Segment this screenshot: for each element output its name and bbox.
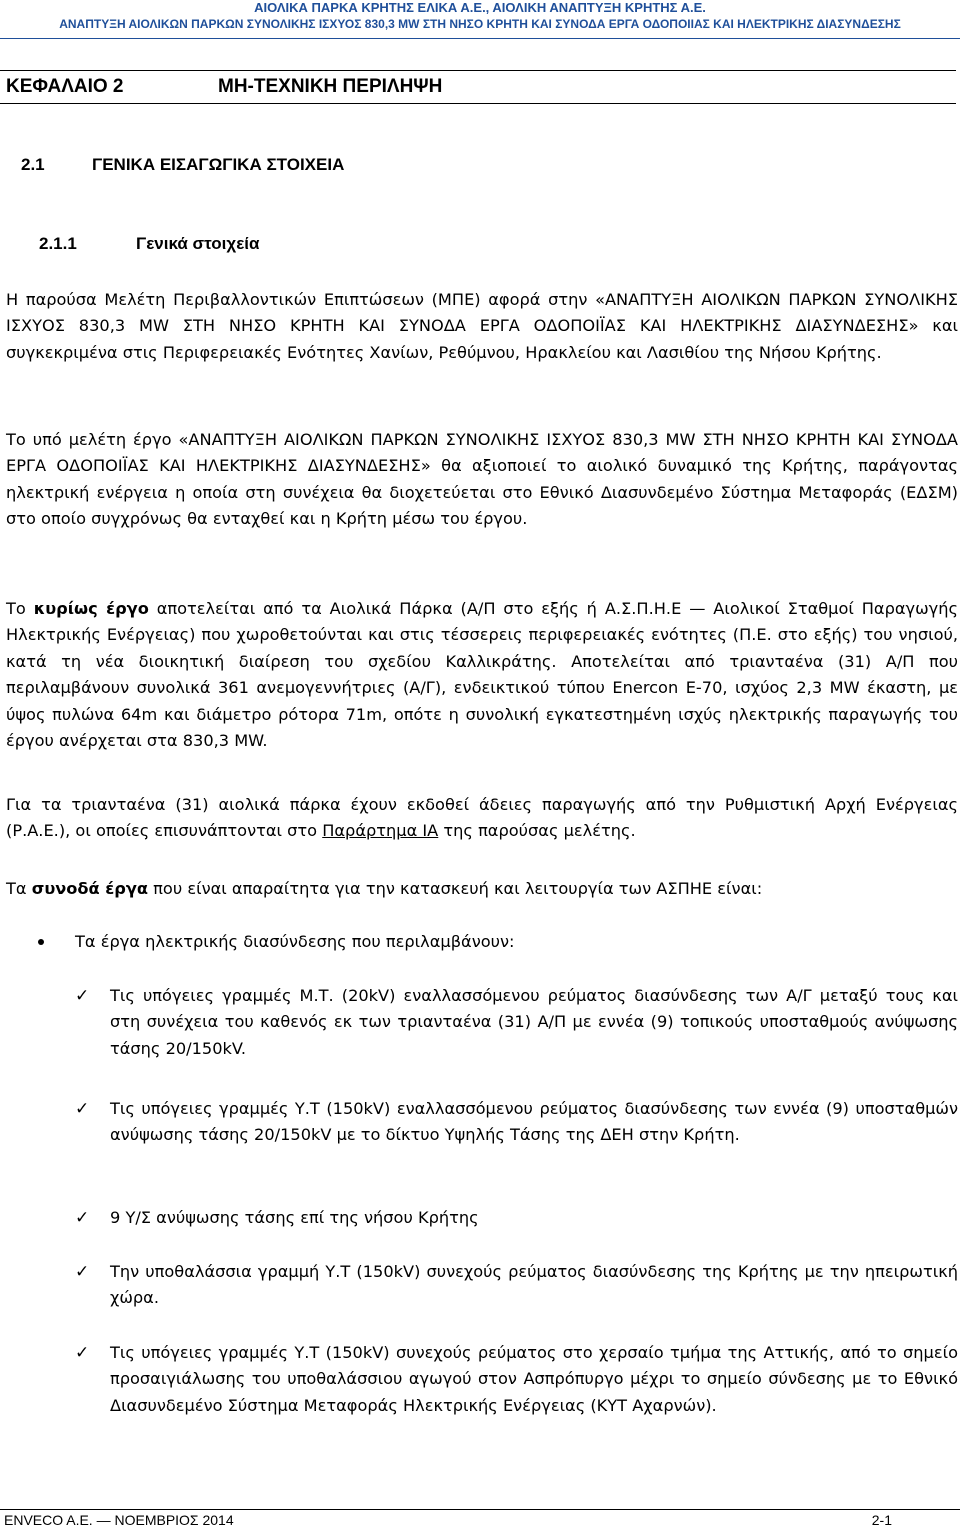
- check-item-1: Τις υπόγειες γραμμές Μ.Τ. (20kV) εναλλασσόμενου ρεύματος διασύνδεσης των Α/Γ μεταξύ τους και στη συνέχεια του καθενός εκ των τριανταένα (31) Α/Π με εννέα (9) τοπικούς υποσταθμούς ανύψωσης τάσης 20/150kV.: [110, 986, 958, 1058]
- header-divider: [0, 38, 960, 39]
- paragraph-auxiliary: [6, 876, 958, 902]
- checkmark-icon: ✓: [75, 1208, 90, 1228]
- chapter-heading: [0, 70, 956, 104]
- paragraph-text: της παρούσας μελέτης.: [438, 821, 636, 841]
- paragraph-text: Το: [6, 599, 34, 618]
- paragraph-text: αποτελείται από τα Αιολικά Πάρκα (Α/Π στο εξής ή Α.Σ.Π.Η.Ε — Αιολικοί Σταθμοί Παραγωγής Ηλεκτρικής Ενέργειας) που χωροθετούνται και στις τέσσερεις περιφερειακές ενότητες (Π.Ε. στο εξής) του νησιού, κατά τη νέα διοικητική διαίρεση του σχεδίου Καλλικράτης. Αποτελείται από τριανταένα (31) Α/Π που περιλαμβάνουν συνολικά 361 ανεμογεννήτριες (Α/Γ), ενδεικτικού τύπου Enercon E-70, ισχύος 2,3 MW έκαστη, με ύψος πυλώνα 64m και διάμετρο ρότορα 71m, οπότε η συνολική εγκατεστημένη ισχύς ηλεκτρικής παραγωγής του έργου ανέρχεται στα 830,3 MW.: [6, 599, 958, 751]
- paragraph-text: Για τα τριανταένα (31) αιολικά πάρκα έχουν εκδοθεί άδειες παραγωγής από την Ρυθμιστική Αρχή Ενέργειας (Ρ.Α.Ε.), οι οποίες επισυνάπτονται στο: [6, 795, 958, 841]
- emphasis-auxiliary-works: συνοδά έργα: [31, 879, 149, 898]
- checkmark-icon: ✓: [75, 1343, 90, 1363]
- paragraph-text: Τα: [6, 879, 32, 898]
- paragraph-licenses: [6, 792, 958, 845]
- check-item-4: Την υποθαλάσσια γραμμή Υ.Τ (150kV) συνεχούς ρεύματος διασύνδεσης της Κρήτης με την ηπειρωτική χώρα.: [110, 1262, 958, 1308]
- check-item-5: Τις υπόγειες γραμμές Υ.Τ (150kV) συνεχούς ρεύματος στο χερσαίο τμήμα της Αττικής, από το σημείο προσαιγιάλωσης του υποθαλάσσιου αγωγού στον Ασπρόπυργο μέχρι το σημείο σύνδεσης με το Εθνικό Διασυνδεμένο Σύστημα Μεταφοράς Ηλεκτρικής Ενέργειας (ΚΥΤ Αχαρνών).: [110, 1343, 958, 1415]
- checkmark-icon: ✓: [75, 1099, 90, 1119]
- check-item-3: 9 Υ/Σ ανύψωσης τάσης επί της νήσου Κρήτης: [110, 1208, 479, 1227]
- section-title: ΓΕΝΙΚΑ ΕΙΣΑΓΩΓΙΚΑ ΣΤΟΙΧΕΙΑ: [92, 155, 345, 174]
- header-project-line: ΑΝΑΠΤΥΞΗ ΑΙΟΛΙΚΩΝ ΠΑΡΚΩΝ ΣΥΝΟΛΙΚΗΣ ΙΣΧΥΟΣ 830,3 MW ΣΤΗ ΝΗΣΟ ΚΡΗΤΗ ΚΑΙ ΣΥΝΟΔΑ ΕΡΓΑ ΟΔΟΠΟΙΙΑΣ ΚΑΙ ΗΛΕΚΤΡΙΚΗΣ ΔΙΑΣΥΝΔΕΣΗΣ: [59, 17, 901, 31]
- checkmark-icon: ✓: [75, 986, 90, 1006]
- check-item-2: Τις υπόγειες γραμμές Υ.Τ (150kV) εναλλασσόμενου ρεύματος διασύνδεσης των εννέα (9) υποσταθμών ανύψωσης τάσης 20/150kV με το δίκτυο Υψηλής Τάσης της ΔΕΗ στην Κρήτη.: [110, 1099, 958, 1145]
- chapter-title: ΜΗ-ΤΕΧΝΙΚΗ ΠΕΡΙΛΗΨΗ: [218, 76, 443, 97]
- paragraph-main-work: [6, 596, 958, 754]
- subsection-title: Γενικά στοιχεία: [136, 234, 260, 253]
- checkmark-icon: ✓: [75, 1262, 90, 1282]
- appendix-reference: Παράρτημα ΙΑ: [322, 821, 439, 841]
- header-company-line: ΑΙΟΛΙΚΑ ΠΑΡΚΑ ΚΡΗΤΗΣ ΕΛΙΚΑ Α.Ε., ΑΙΟΛΙΚΗ ΑΝΑΠΤΥΞΗ ΚΡΗΤΗΣ Α.Ε.: [254, 0, 706, 15]
- subsection-number: 2.1.1: [39, 234, 77, 253]
- bullet-item: Τα έργα ηλεκτρικής διασύνδεσης που περιλαμβάνουν:: [75, 932, 515, 951]
- paragraph-text: που είναι απαραίτητα για την κατασκευή και λειτουργία των ΑΣΠΗΕ είναι:: [148, 879, 763, 898]
- footer-divider: [0, 1509, 960, 1510]
- paragraph-intro: Η παρούσα Μελέτη Περιβαλλοντικών Επιπτώσεων (ΜΠΕ) αφορά στην «ΑΝΑΠΤΥΞΗ ΑΙΟΛΙΚΩΝ ΠΑΡΚΩΝ ΣΥΝΟΛΙΚΗΣ ΙΣΧΥΟΣ 830,3 MW ΣΤΗ ΝΗΣΟ ΚΡΗΤΗ ΚΑΙ ΣΥΝΟΔΑ ΕΡΓΑ ΟΔΟΠΟΙΪΑΣ ΚΑΙ ΗΛΕΚΤΡΙΚΗΣ ΔΙΑΣΥΝΔΕΣΗΣ» και συγκεκριμένα στις Περιφερειακές Ενότητες Χανίων, Ρεθύμνου, Ηρακλείου και Λασιθίου της Νήσου Κρήτης.: [6, 290, 958, 362]
- section-number: 2.1: [21, 155, 45, 174]
- page-number: 2-1: [871, 1512, 892, 1528]
- footer-company-date: ENVECO A.E. — ΝΟΕΜΒΡΙΟΣ 2014: [4, 1512, 234, 1528]
- emphasis-main-work: κυρίως έργο: [33, 599, 149, 618]
- paragraph-project: Το υπό μελέτη έργο «ΑΝΑΠΤΥΞΗ ΑΙΟΛΙΚΩΝ ΠΑΡΚΩΝ ΣΥΝΟΛΙΚΗΣ ΙΣΧΥΟΣ 830,3 MW ΣΤΗ ΝΗΣΟ ΚΡΗΤΗ ΚΑΙ ΣΥΝΟΔΑ ΕΡΓΑ ΟΔΟΠΟΙΪΑΣ ΚΑΙ ΗΛΕΚΤΡΙΚΗΣ ΔΙΑΣΥΝΔΕΣΗΣ» θα αξιοποιεί το αιολικό δυναμικό της Κρήτης, παράγοντας ηλεκτρική ενέργεια η οποία στη συνέχεια θα διοχετεύεται στο Εθνικό Διασυνδεμένο Σύστημα Μεταφοράς (ΕΔΣΜ) στο οποίο συγχρόνως θα ενταχθεί και η Κρήτη μέσω του έργου.: [6, 430, 958, 529]
- chapter-number: ΚΕΦΑΛΑΙΟ 2: [6, 76, 124, 97]
- bullet-icon: [38, 939, 44, 945]
